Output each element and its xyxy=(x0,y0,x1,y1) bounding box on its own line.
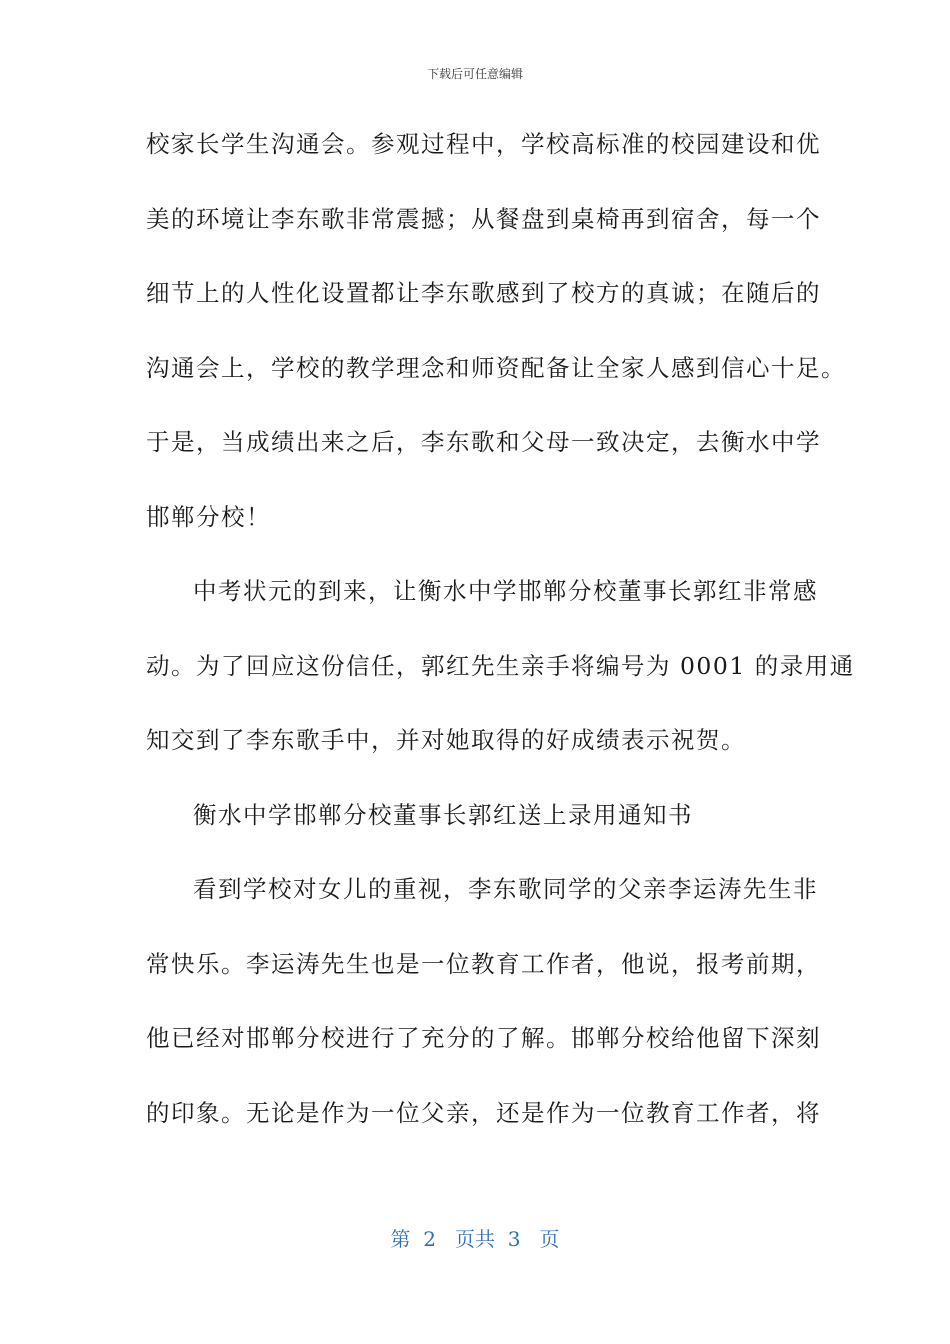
text-line: 于是，当成绩出来之后，李东歌和父母一致决定，去衡水中学 xyxy=(146,428,821,456)
page-header-note: 下载后可任意编辑 xyxy=(426,67,523,81)
text-line: 常快乐。李运涛先生也是一位教育工作者，他说，报考前期， xyxy=(146,949,821,978)
document-body xyxy=(146,122,855,1165)
text-line: 沟通会上，学校的教学理念和师资配备让全家人感到信心十足。 xyxy=(146,353,846,382)
text-line: 的印象。无论是作为一位父亲，还是作为一位教育工作者，将 xyxy=(146,1098,821,1127)
text-line: 邯郸分校！ xyxy=(146,502,271,531)
text-line: 细节上的人性化设置都让李东歌感到了校方的真诚；在随后的 xyxy=(146,279,821,307)
text-line: 他已经对邯郸分校进行了充分的了解。邯郸分校给他留下深刻 xyxy=(146,1024,821,1052)
text-line: 美的环境让李东歌非常震撼；从餐盘到桌椅再到宿舍，每一个 xyxy=(146,204,821,233)
text-line: 校家长学生沟通会。参观过程中，学校高标准的校园建设和优 xyxy=(146,130,821,158)
text-line: 动。为了回应这份信任，郭红先生亲手将编号为 0001 的录用通 xyxy=(146,651,855,680)
page-number-footer: 第 2 页共 3 页 xyxy=(390,1227,560,1251)
text-line: 中考状元的到来，让衡水中学邯郸分校董事长郭红非常感 xyxy=(193,577,818,605)
text-line: 看到学校对女儿的重视，李东歌同学的父亲李运涛先生非 xyxy=(193,875,818,903)
image-caption: 衡水中学邯郸分校董事长郭红送上录用通知书 xyxy=(193,800,693,829)
text-line: 知交到了李东歌手中，并对她取得的好成绩表示祝贺。 xyxy=(146,726,746,754)
